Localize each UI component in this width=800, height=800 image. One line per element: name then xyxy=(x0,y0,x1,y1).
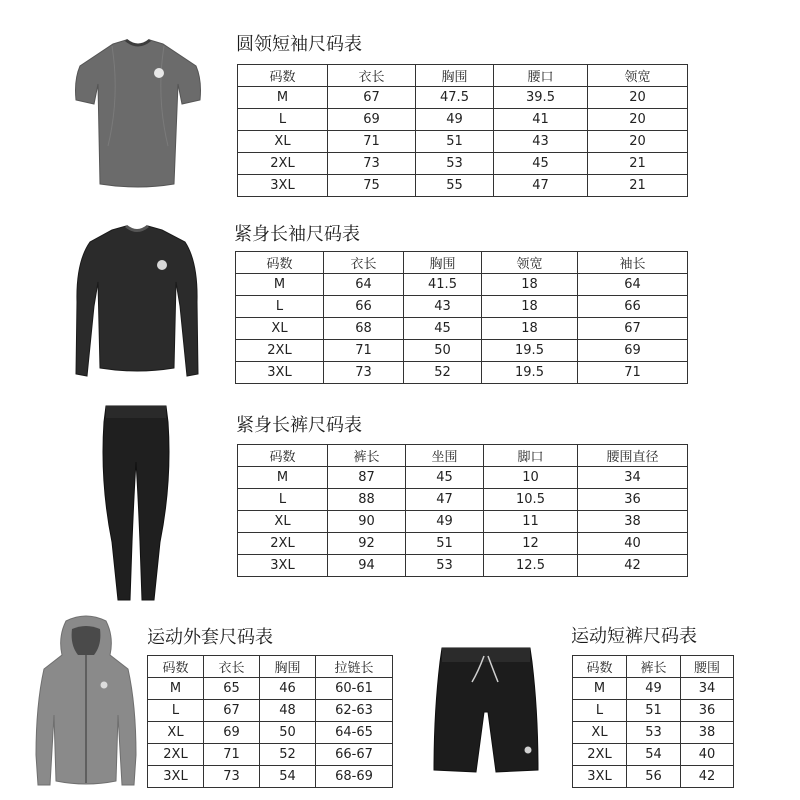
value-cell: 62-63 xyxy=(316,700,393,722)
value-cell: 10 xyxy=(484,467,578,489)
value-cell: 36 xyxy=(681,700,734,722)
value-cell: 66 xyxy=(578,296,688,318)
size-cell: 3XL xyxy=(238,555,328,577)
table-row xyxy=(238,87,688,109)
value-cell: 40 xyxy=(578,533,688,555)
size-cell: 2XL xyxy=(148,744,204,766)
table-header-row xyxy=(236,252,688,274)
value-cell: 68-69 xyxy=(316,766,393,788)
value-cell: 46 xyxy=(260,678,316,700)
value-cell: 75 xyxy=(328,175,416,197)
size-cell: 2XL xyxy=(238,533,328,555)
header-cell: 腰围 xyxy=(681,656,734,678)
value-cell: 12 xyxy=(484,533,578,555)
value-cell: 66-67 xyxy=(316,744,393,766)
value-cell: 71 xyxy=(328,131,416,153)
value-cell: 90 xyxy=(328,511,406,533)
header-cell: 衣长 xyxy=(204,656,260,678)
sports-jacket-size-table xyxy=(147,655,393,788)
header-cell: 拉链长 xyxy=(316,656,393,678)
size-cell: 3XL xyxy=(148,766,204,788)
header-cell: 码数 xyxy=(238,445,328,467)
header-cell: 领宽 xyxy=(588,65,688,87)
value-cell: 21 xyxy=(588,153,688,175)
value-cell: 92 xyxy=(328,533,406,555)
table-row xyxy=(238,555,688,577)
table-header-row xyxy=(238,65,688,87)
header-cell: 腰口 xyxy=(494,65,588,87)
value-cell: 67 xyxy=(204,700,260,722)
value-cell: 60-61 xyxy=(316,678,393,700)
table-row xyxy=(236,274,688,296)
header-cell: 胸围 xyxy=(260,656,316,678)
value-cell: 73 xyxy=(204,766,260,788)
value-cell: 50 xyxy=(404,340,482,362)
table-row xyxy=(148,700,393,722)
short-sleeve-shirt-image xyxy=(68,36,208,191)
value-cell: 45 xyxy=(406,467,484,489)
table-title-short-sleeve: 圆领短袖尺码表 xyxy=(236,34,362,55)
value-cell: 20 xyxy=(588,131,688,153)
header-cell: 腰围直径 xyxy=(578,445,688,467)
value-cell: 67 xyxy=(328,87,416,109)
header-cell: 领宽 xyxy=(482,252,578,274)
table-row xyxy=(236,296,688,318)
value-cell: 21 xyxy=(588,175,688,197)
table-row xyxy=(236,362,688,384)
value-cell: 10.5 xyxy=(484,489,578,511)
table-row xyxy=(573,744,734,766)
size-cell: XL xyxy=(573,722,627,744)
size-cell: L xyxy=(238,489,328,511)
size-cell: 2XL xyxy=(236,340,324,362)
table-row xyxy=(238,175,688,197)
table-title-sports-jacket: 运动外套尺码表 xyxy=(147,627,273,648)
value-cell: 88 xyxy=(328,489,406,511)
short-sleeve-size-table xyxy=(237,64,688,197)
value-cell: 56 xyxy=(627,766,681,788)
table-title-sports-shorts: 运动短裤尺码表 xyxy=(571,626,697,647)
value-cell: 49 xyxy=(627,678,681,700)
value-cell: 51 xyxy=(406,533,484,555)
value-cell: 45 xyxy=(494,153,588,175)
size-cell: M xyxy=(238,87,328,109)
header-cell: 裤长 xyxy=(328,445,406,467)
value-cell: 65 xyxy=(204,678,260,700)
value-cell: 42 xyxy=(578,555,688,577)
value-cell: 11 xyxy=(484,511,578,533)
value-cell: 73 xyxy=(328,153,416,175)
value-cell: 53 xyxy=(627,722,681,744)
table-row xyxy=(573,700,734,722)
sports-shorts-image xyxy=(430,642,542,777)
value-cell: 34 xyxy=(578,467,688,489)
value-cell: 20 xyxy=(588,109,688,131)
header-cell: 坐围 xyxy=(406,445,484,467)
value-cell: 67 xyxy=(578,318,688,340)
sports-shorts-size-table xyxy=(572,655,734,788)
table-row xyxy=(238,533,688,555)
value-cell: 43 xyxy=(404,296,482,318)
value-cell: 41.5 xyxy=(404,274,482,296)
value-cell: 47.5 xyxy=(416,87,494,109)
header-cell: 码数 xyxy=(238,65,328,87)
value-cell: 20 xyxy=(588,87,688,109)
table-row xyxy=(238,489,688,511)
size-cell: L xyxy=(573,700,627,722)
value-cell: 73 xyxy=(324,362,404,384)
long-tights-image xyxy=(96,402,176,607)
value-cell: 47 xyxy=(406,489,484,511)
value-cell: 38 xyxy=(578,511,688,533)
header-cell: 码数 xyxy=(148,656,204,678)
value-cell: 54 xyxy=(627,744,681,766)
size-cell: XL xyxy=(236,318,324,340)
header-cell: 衣长 xyxy=(328,65,416,87)
table-header-row xyxy=(573,656,734,678)
value-cell: 38 xyxy=(681,722,734,744)
value-cell: 52 xyxy=(260,744,316,766)
long-sleeve-size-table xyxy=(235,251,688,384)
value-cell: 18 xyxy=(482,318,578,340)
value-cell: 19.5 xyxy=(482,340,578,362)
value-cell: 71 xyxy=(578,362,688,384)
table-row xyxy=(573,766,734,788)
table-row xyxy=(238,153,688,175)
value-cell: 48 xyxy=(260,700,316,722)
value-cell: 45 xyxy=(404,318,482,340)
size-cell: L xyxy=(236,296,324,318)
header-cell: 裤长 xyxy=(627,656,681,678)
size-cell: 3XL xyxy=(236,362,324,384)
value-cell: 87 xyxy=(328,467,406,489)
value-cell: 50 xyxy=(260,722,316,744)
value-cell: 39.5 xyxy=(494,87,588,109)
table-row xyxy=(236,340,688,362)
header-cell: 衣长 xyxy=(324,252,404,274)
table-row xyxy=(238,131,688,153)
value-cell: 51 xyxy=(416,131,494,153)
value-cell: 64-65 xyxy=(316,722,393,744)
size-cell: 3XL xyxy=(238,175,328,197)
value-cell: 71 xyxy=(204,744,260,766)
table-row xyxy=(148,766,393,788)
value-cell: 51 xyxy=(627,700,681,722)
size-cell: M xyxy=(236,274,324,296)
table-row xyxy=(573,722,734,744)
size-cell: L xyxy=(148,700,204,722)
size-cell: M xyxy=(573,678,627,700)
value-cell: 52 xyxy=(404,362,482,384)
value-cell: 71 xyxy=(324,340,404,362)
table-row xyxy=(148,744,393,766)
header-cell: 胸围 xyxy=(416,65,494,87)
value-cell: 43 xyxy=(494,131,588,153)
table-row xyxy=(148,722,393,744)
size-cell: 3XL xyxy=(573,766,627,788)
table-row xyxy=(238,511,688,533)
value-cell: 19.5 xyxy=(482,362,578,384)
size-cell: 2XL xyxy=(573,744,627,766)
value-cell: 47 xyxy=(494,175,588,197)
long-tights-size-table xyxy=(237,444,688,577)
table-row xyxy=(236,318,688,340)
table-row xyxy=(573,678,734,700)
value-cell: 49 xyxy=(406,511,484,533)
value-cell: 53 xyxy=(416,153,494,175)
table-title-long-tights: 紧身长裤尺码表 xyxy=(236,415,362,436)
value-cell: 18 xyxy=(482,274,578,296)
table-row xyxy=(238,467,688,489)
header-cell: 袖长 xyxy=(578,252,688,274)
size-cell: L xyxy=(238,109,328,131)
value-cell: 94 xyxy=(328,555,406,577)
size-cell: XL xyxy=(148,722,204,744)
value-cell: 12.5 xyxy=(484,555,578,577)
table-header-row xyxy=(238,445,688,467)
value-cell: 69 xyxy=(328,109,416,131)
value-cell: 49 xyxy=(416,109,494,131)
value-cell: 55 xyxy=(416,175,494,197)
value-cell: 18 xyxy=(482,296,578,318)
value-cell: 53 xyxy=(406,555,484,577)
size-cell: XL xyxy=(238,131,328,153)
value-cell: 36 xyxy=(578,489,688,511)
table-title-long-sleeve: 紧身长袖尺码表 xyxy=(234,224,360,245)
header-cell: 码数 xyxy=(236,252,324,274)
size-cell: 2XL xyxy=(238,153,328,175)
header-cell: 脚口 xyxy=(484,445,578,467)
header-cell: 码数 xyxy=(573,656,627,678)
sports-jacket-image xyxy=(32,615,140,790)
table-row xyxy=(148,678,393,700)
value-cell: 64 xyxy=(578,274,688,296)
size-cell: XL xyxy=(238,511,328,533)
size-cell: M xyxy=(238,467,328,489)
size-cell: M xyxy=(148,678,204,700)
value-cell: 69 xyxy=(204,722,260,744)
long-sleeve-shirt-image xyxy=(70,222,205,382)
value-cell: 34 xyxy=(681,678,734,700)
value-cell: 69 xyxy=(578,340,688,362)
value-cell: 64 xyxy=(324,274,404,296)
value-cell: 40 xyxy=(681,744,734,766)
value-cell: 42 xyxy=(681,766,734,788)
header-cell: 胸围 xyxy=(404,252,482,274)
value-cell: 41 xyxy=(494,109,588,131)
value-cell: 68 xyxy=(324,318,404,340)
value-cell: 66 xyxy=(324,296,404,318)
value-cell: 54 xyxy=(260,766,316,788)
table-header-row xyxy=(148,656,393,678)
table-row xyxy=(238,109,688,131)
